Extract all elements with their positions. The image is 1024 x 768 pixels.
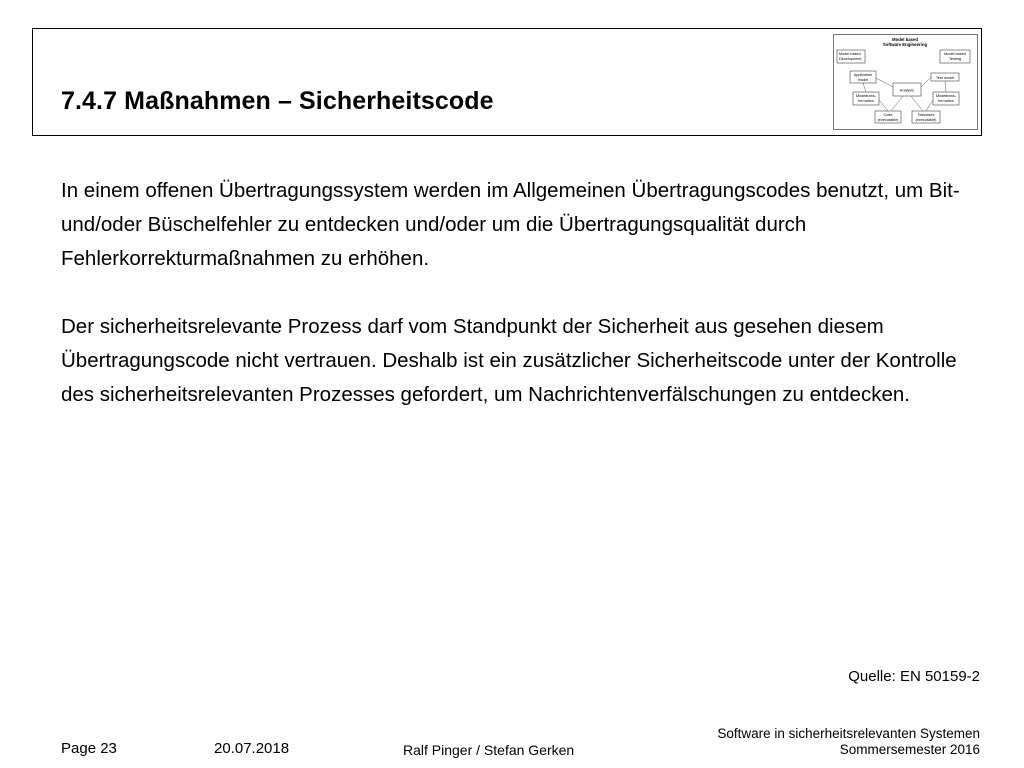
diagram-heading-line2: Software Engineering (882, 42, 928, 47)
footer-semester: Sommersemester 2016 (839, 742, 980, 757)
node-dev-line2: Development (839, 57, 862, 61)
footer-course (717, 726, 980, 758)
slide-body (61, 174, 961, 412)
footer-page-number: Page 23 (61, 740, 117, 757)
footer-course-title: Software in sicherheitsrelevanten Systemen (717, 726, 980, 741)
slide-title: 7.4.7 Maßnahmen – Sicherheitscode (61, 87, 494, 115)
footer-authors: Ralf Pinger / Stefan Gerken (403, 742, 575, 758)
node-transform-left-line2: formation (858, 99, 874, 103)
node-code-line1: Code (883, 113, 893, 117)
node-transform-left-line1: Modeltrans- (855, 94, 877, 98)
title-box (32, 28, 982, 136)
diagram-svg (833, 34, 978, 130)
paragraph-transmission-codes: In einem offenen Übertragungssystem werden im Allgemeinen Übertragungscodes benutzt, um Bit- und/oder Büschelfehler zu entdecken und/oder um die Übertragungsqualität durch Fehlerkorrekturmaßnahmen zu erhöhen. (61, 179, 960, 270)
paragraph-safety-code: Der sicherheitsrelevante Prozess darf vom Standpunkt der Sicherheit aus gesehen diesem Übertragungscode nicht vertrauen. Deshalb ist ein zusätzlicher Sicherheitscode unter der Kontrolle des sicherheitsrelevanten Prozesses gefordert, um Nachrichtenverfälschungen zu entdecken. (61, 315, 957, 406)
node-app-line2: model (857, 78, 869, 82)
node-test-line2: Testing (948, 57, 962, 61)
node-test-line1: Model based (944, 52, 966, 56)
node-test-model-label: Test model (935, 76, 955, 80)
node-transform-right-line1: Modeltrans- (935, 94, 957, 98)
node-app-line1: Application (853, 73, 873, 77)
node-dev-line1: Model based (839, 52, 861, 56)
node-code-line2: (executable) (877, 118, 899, 122)
diagram-heading-line1: Model based (891, 37, 919, 42)
footer-date: 20.07.2018 (214, 740, 290, 757)
model-based-engineering-diagram (833, 34, 978, 130)
source-citation: Quelle: EN 50159-2 (848, 668, 980, 685)
node-testcases-line2: (executable) (915, 118, 937, 122)
node-testcases-line1: Testcases (917, 113, 935, 117)
node-analysis-label: Analysis (899, 88, 915, 93)
node-transform-right-line2: formation (938, 99, 954, 103)
